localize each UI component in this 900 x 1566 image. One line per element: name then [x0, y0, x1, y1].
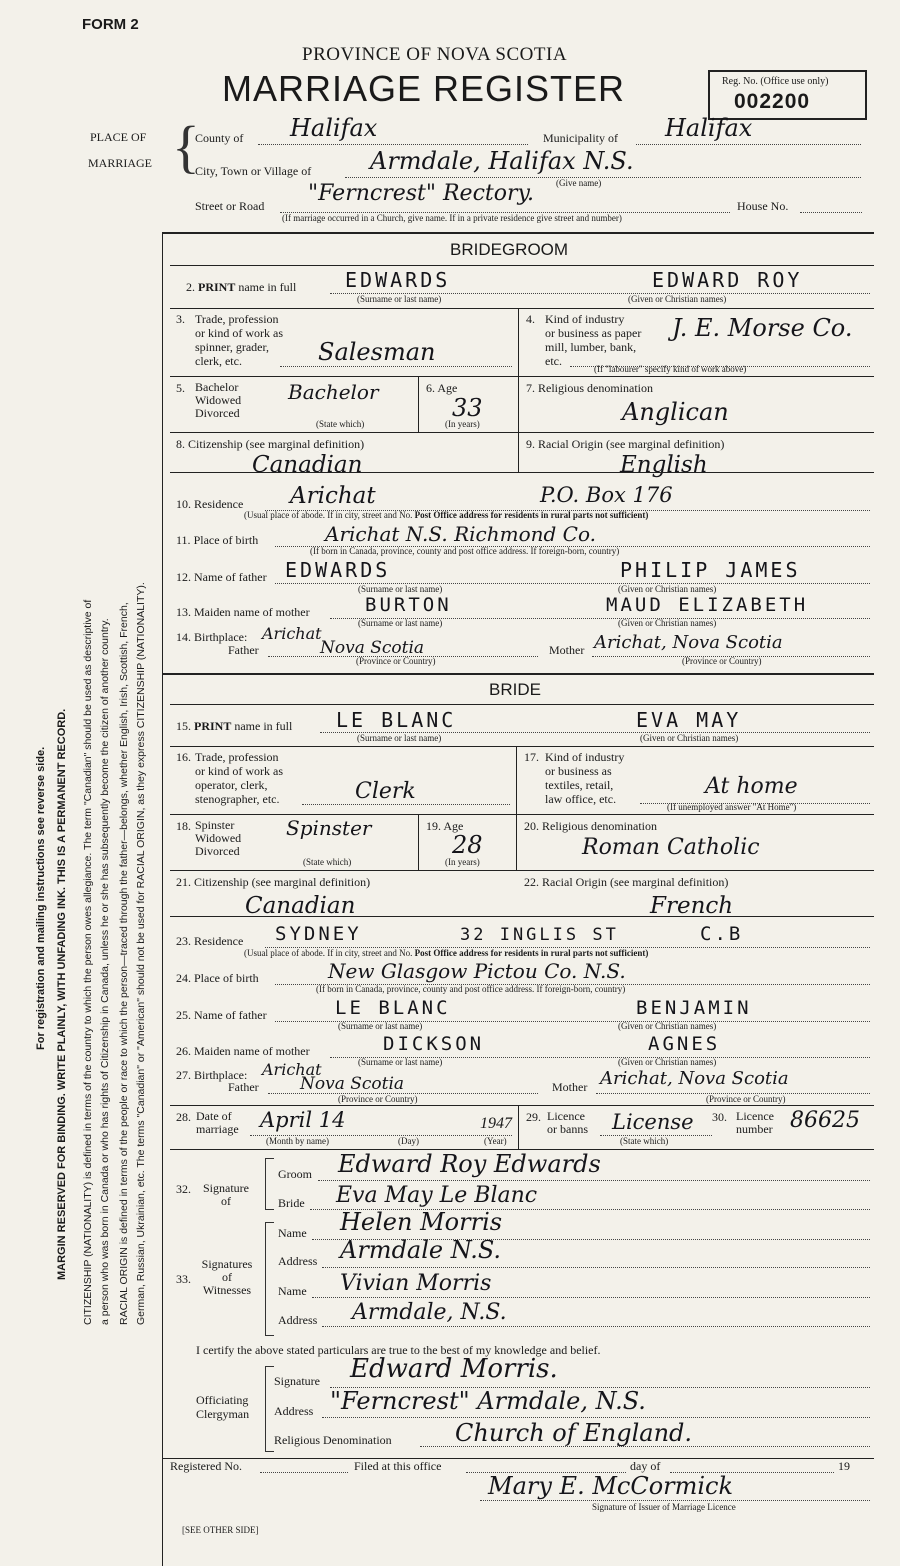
- sig-label-1: Signature: [203, 1181, 249, 1195]
- bride-age-label: Age: [443, 819, 464, 833]
- bride-father-birthplace-2: Nova Scotia: [300, 1074, 405, 1094]
- bride-n24: 24.: [176, 971, 191, 985]
- groom-birth-caption: (If born in Canada, province, county and post office address. If foreign-born, country): [310, 546, 620, 556]
- groom-residence-label: Residence: [194, 497, 244, 511]
- bride-print-label: PRINT: [194, 719, 232, 733]
- bride-n17: 17.: [524, 750, 539, 764]
- city-value: Armdale, Halifax N.S.: [370, 147, 634, 175]
- bride-mother-surname-caption: (Surname or last name): [358, 1057, 443, 1067]
- bride-status-widowed: Widowed: [195, 831, 242, 845]
- bride-state-caption: (State which): [303, 857, 352, 867]
- bride-residence-street: 32 INGLIS ST: [460, 925, 619, 945]
- groom-residence-caption-bold: Post Office address for residents in rural parts not sufficient): [414, 510, 649, 520]
- groom-racial: English: [620, 452, 708, 478]
- margin-citizenship-1: CITIZENSHIP (NATIONALITY) is defined in terms of the country to which the person owes allegiance. The term "Canadian" should be used as descriptive of: [82, 599, 94, 1325]
- bride-residence-caption-bold: Post Office address for residents in rural parts not sufficient): [414, 948, 649, 958]
- groom-mother-birthplace: Arichat, Nova Scotia: [594, 632, 783, 653]
- marriage-year-caption: (Year): [484, 1136, 507, 1146]
- groom-religion-label: Religious denomination: [538, 381, 653, 395]
- groom-n7: 7.: [526, 381, 535, 395]
- sig-n33: 33.: [176, 1272, 191, 1286]
- bride-surname-caption: (Surname or last name): [357, 733, 442, 743]
- groom-religion: Anglican: [622, 398, 729, 426]
- bride-status-spinster: Spinster: [195, 818, 235, 832]
- clergy-signature-label: Signature: [274, 1374, 320, 1388]
- page-title: MARRIAGE REGISTER: [222, 68, 626, 109]
- groom-industry-label-4: etc.: [545, 354, 562, 368]
- bride-father-bp-caption: (Province or Country): [338, 1094, 418, 1104]
- groom-birthplace-father-label: Father: [228, 643, 259, 657]
- bride-mother-label: Maiden name of mother: [194, 1044, 310, 1058]
- marriage-month-day: April 14: [260, 1108, 346, 1132]
- clergy-address: "Ferncrest" Armdale, N.S.: [330, 1387, 646, 1415]
- city-label: City, Town or Village of: [195, 164, 312, 178]
- bride-mother-given: AGNES: [648, 1033, 721, 1055]
- bride-sig-label: Bride: [278, 1196, 305, 1210]
- groom-status: Bachelor: [288, 380, 379, 404]
- clergy-label-2: Clergyman: [196, 1407, 250, 1421]
- groom-father-given-caption: (Given or Christian names): [618, 584, 717, 594]
- bride-racial: French: [650, 893, 734, 919]
- licence-number-label-1: Licence: [736, 1109, 774, 1123]
- groom-birth: Arichat N.S. Richmond Co.: [325, 522, 597, 546]
- bride-industry-label-2: or business as: [545, 764, 612, 778]
- groom-industry-label-3: mill, lumber, bank,: [545, 340, 637, 354]
- bride-n27: 27.: [176, 1068, 191, 1082]
- bride-residence: SYDNEY: [275, 923, 362, 945]
- groom-sig-label: Groom: [278, 1167, 312, 1181]
- brace-icon: {: [172, 114, 200, 179]
- bride-citizenship-label: Citizenship (see marginal definition): [194, 875, 371, 889]
- groom-father-bp-caption: (Province or Country): [356, 656, 436, 666]
- groom-father-birthplace-1: Arichat: [262, 624, 322, 643]
- groom-given-caption: (Given or Christian names): [628, 294, 727, 304]
- reg-label: Reg. No.: [722, 76, 758, 87]
- groom-father-surname: EDWARDS: [285, 558, 391, 582]
- groom-industry: J. E. Morse Co.: [672, 314, 853, 342]
- witness2-address: Armdale, N.S.: [352, 1300, 507, 1325]
- groom-birthplace-mother-label: Mother: [549, 643, 585, 657]
- municipality-label: Municipality of: [543, 131, 618, 145]
- issuer-caption: Signature of Issuer of Marriage Licence: [592, 1502, 736, 1512]
- bride-religion-label: Religious denomination: [542, 819, 657, 833]
- groom-given: EDWARD ROY: [652, 268, 803, 292]
- margin-racial-1: RACIAL ORIGIN is defined in terms of the people or race to which the person—traced through the father—belongs, whether English, Irish, Scottish, French,: [118, 602, 130, 1325]
- groom-name-label: name in full: [238, 280, 297, 294]
- bride-father-given: BENJAMIN: [636, 997, 752, 1019]
- licence-number: 86625: [790, 1108, 860, 1133]
- marriage-month-caption: (Month by name): [266, 1136, 329, 1146]
- bride-industry: At home: [705, 774, 798, 799]
- bride-birth-label: Place of birth: [194, 971, 259, 985]
- bride-n23: 23.: [176, 934, 191, 948]
- groom-trade-label-1: Trade, profession: [195, 312, 279, 326]
- groom-signature: Edward Roy Edwards: [338, 1150, 601, 1178]
- marriage-n29: 29.: [526, 1110, 541, 1124]
- bride-n22: 22.: [524, 875, 539, 889]
- witness2-name-label: Name: [278, 1284, 307, 1298]
- certify-statement: I certify the above stated particulars are true to the best of my knowledge and belief.: [196, 1343, 601, 1357]
- groom-n8: 8.: [176, 437, 185, 451]
- issuer-signature: Mary E. McCormick: [488, 1472, 734, 1500]
- bride-given-caption: (Given or Christian names): [640, 733, 739, 743]
- clergy-denomination: Church of England.: [455, 1419, 693, 1447]
- groom-mother-given: MAUD ELIZABETH: [606, 594, 809, 616]
- bride-mother-surname: DICKSON: [383, 1033, 485, 1055]
- groom-trade-label-3: spinner, grader,: [195, 340, 270, 354]
- licence-label-1: Licence: [547, 1109, 585, 1123]
- witness1-address-label: Address: [278, 1254, 318, 1268]
- groom-residence-caption: (Usual place of abode. If in city, street and No.: [244, 510, 413, 520]
- reg-number: 002200: [734, 90, 811, 113]
- registered-label: Registered No.: [170, 1459, 242, 1473]
- witness1-name-label: Name: [278, 1226, 307, 1240]
- bride-residence-cb: C.B: [700, 923, 744, 945]
- groom-n14: 14.: [176, 630, 191, 644]
- margin-instructions: For registration and mailing instructions see reverse side.: [35, 746, 47, 1050]
- bride-trade-label-4: stenographer, etc.: [195, 792, 280, 806]
- bride-citizenship: Canadian: [245, 893, 356, 919]
- bride-industry-label-4: law office, etc.: [545, 792, 617, 806]
- bride-status-divorced: Divorced: [195, 844, 240, 858]
- bride-trade-label-3: operator, clerk,: [195, 778, 268, 792]
- licence-label-2: or banns: [547, 1122, 588, 1136]
- groom-father-surname-caption: (Surname or last name): [358, 584, 443, 594]
- municipality-value: Halifax: [665, 114, 753, 142]
- groom-mother-surname-caption: (Surname or last name): [358, 618, 443, 628]
- licence-number-label-2: number: [736, 1122, 773, 1136]
- marriage-day-caption: (Day): [398, 1136, 419, 1146]
- groom-n11: 11.: [176, 533, 191, 547]
- bride-n21: 21.: [176, 875, 191, 889]
- bride-trade-label-1: Trade, profession: [195, 750, 279, 764]
- groom-age-label: Age: [437, 381, 458, 395]
- bride-residence-label: Residence: [194, 934, 244, 948]
- bride-industry-label-1: Kind of industry: [545, 750, 625, 764]
- bride-n20: 20.: [524, 819, 539, 833]
- clergy-signature: Edward Morris.: [350, 1354, 558, 1384]
- witness2-signature: Vivian Morris: [340, 1271, 492, 1296]
- groom-state-caption: (State which): [316, 419, 365, 429]
- county-value: Halifax: [290, 114, 378, 142]
- bride-signature: Eva May Le Blanc: [336, 1183, 538, 1208]
- margin-racial-2: German, Russian, Ukrainian, etc. The terms "Canadian" or "American" should not be used for RACIAL ORIGIN, as they express CITIZENSHIP (NATIONALITY).: [135, 582, 147, 1325]
- groom-n2: 2.: [186, 280, 195, 294]
- witness-label-2: of: [222, 1270, 232, 1284]
- reg-number-box: [708, 70, 867, 120]
- margin-binding: MARGIN RESERVED FOR BINDING. WRITE PLAINLY, WITH UNFADING INK. THIS IS A PERMANENT RECORD.: [56, 708, 68, 1280]
- denomination-label: Religious Denomination: [274, 1433, 392, 1447]
- sig-label-2: of: [221, 1194, 231, 1208]
- bride-n18: 18.: [176, 819, 191, 833]
- groom-trade-label-2: or kind of work as: [195, 326, 283, 340]
- bride-mother-bp-caption: (Province or Country): [706, 1094, 786, 1104]
- bride-n25: 25.: [176, 1008, 191, 1022]
- bride-n15: 15.: [176, 719, 191, 733]
- groom-birth-label: Place of birth: [193, 533, 259, 547]
- groom-citizenship-label: Citizenship (see marginal definition): [188, 437, 365, 451]
- bride-n26: 26.: [176, 1044, 191, 1058]
- witness1-signature: Helen Morris: [340, 1208, 503, 1236]
- bride-status: Spinster: [286, 816, 372, 840]
- groom-status-bachelor: Bachelor: [195, 380, 239, 394]
- witness1-address: Armdale N.S.: [340, 1236, 502, 1264]
- bride-section-heading: BRIDE: [489, 680, 541, 699]
- bride-birth-caption: (If born in Canada, province, county and post office address. If foreign-born, country): [316, 984, 626, 994]
- form-number: FORM 2: [82, 16, 139, 33]
- groom-surname: EDWARDS: [345, 268, 451, 292]
- marriage-n30: 30.: [712, 1110, 727, 1124]
- marriage-date-label-2: marriage: [196, 1122, 239, 1136]
- place-label-1: PLACE OF: [90, 130, 147, 144]
- bride-n16: 16.: [176, 750, 191, 764]
- groom-n5: 5.: [176, 381, 185, 395]
- bride-mother-birthplace: Arichat, Nova Scotia: [600, 1068, 789, 1089]
- see-other-side: [SEE OTHER SIDE]: [182, 1525, 259, 1535]
- groom-mother-given-caption: (Given or Christian names): [618, 618, 717, 628]
- bride-surname: LE BLANC: [336, 708, 457, 732]
- groom-age: 33: [452, 394, 483, 422]
- bride-birth: New Glasgow Pictou Co. N.S.: [328, 959, 626, 983]
- groom-residence: Arichat: [290, 483, 376, 509]
- groom-mother-bp-caption: (Province or Country): [682, 656, 762, 666]
- licence-value: License: [612, 1110, 694, 1134]
- bride-father-label: Name of father: [194, 1008, 267, 1022]
- licence-caption: (State which): [620, 1136, 669, 1146]
- groom-trade: Salesman: [318, 338, 436, 366]
- bride-age: 28: [452, 831, 483, 859]
- bride-father-surname: LE BLANC: [335, 997, 451, 1019]
- bride-residence-caption: (Usual place of abode. If in city, street and No.: [244, 948, 413, 958]
- groom-years-caption: (In years): [445, 419, 480, 429]
- bride-industry-label-3: textiles, retail,: [545, 778, 614, 792]
- bride-religion: Roman Catholic: [582, 835, 760, 860]
- bride-racial-label: Racial Origin (see marginal definition): [542, 875, 729, 889]
- bride-father-given-caption: (Given or Christian names): [618, 1021, 717, 1031]
- year-label: 19: [838, 1459, 850, 1473]
- bride-n19: 19.: [426, 819, 441, 833]
- groom-n10: 10.: [176, 497, 191, 511]
- groom-industry-caption: (If "labourer" specify kind of work above): [594, 364, 747, 374]
- groom-father-given: PHILIP JAMES: [620, 558, 801, 582]
- groom-n13: 13.: [176, 605, 191, 619]
- sig-n32: 32.: [176, 1182, 191, 1196]
- reg-office-note: (Office use only): [760, 76, 829, 87]
- bride-birthplace-father-label: Father: [228, 1080, 259, 1094]
- groom-residence-po: P.O. Box 176: [540, 483, 673, 507]
- clergy-label-1: Officiating: [196, 1393, 249, 1407]
- groom-citizenship: Canadian: [252, 452, 363, 478]
- clergy-address-label: Address: [274, 1404, 314, 1418]
- filed-label: Filed at this office: [354, 1459, 442, 1473]
- bride-father-birthplace-1: Arichat: [262, 1060, 322, 1079]
- groom-print-label: PRINT: [198, 280, 236, 294]
- province-title: PROVINCE OF NOVA SCOTIA: [302, 44, 568, 65]
- margin-citizenship-2: a person who was born in Canada or who has rights of Citizenship in Canada, unless he or she has subsequently become the citizen of another country.: [99, 618, 111, 1325]
- groom-n3: 3.: [176, 312, 185, 326]
- bride-birthplace-mother-label: Mother: [552, 1080, 588, 1094]
- marriage-n28: 28.: [176, 1110, 191, 1124]
- groom-n9: 9.: [526, 437, 535, 451]
- groom-n6: 6.: [426, 381, 435, 395]
- bride-given: EVA MAY: [636, 708, 742, 732]
- groom-mother-surname: BURTON: [365, 594, 452, 616]
- place-label-2: MARRIAGE: [88, 156, 153, 170]
- groom-industry-label-1: Kind of industry: [545, 312, 625, 326]
- groom-father-label: Name of father: [194, 570, 267, 584]
- marriage-year: 1947: [480, 1115, 512, 1132]
- bride-trade: Clerk: [355, 779, 416, 804]
- groom-birthplace-label: Birthplace:: [194, 630, 248, 644]
- street-value: "Ferncrest" Rectory.: [308, 181, 534, 206]
- marriage-date-label-1: Date of: [196, 1109, 232, 1123]
- groom-father-birthplace-2: Nova Scotia: [320, 638, 425, 658]
- bride-father-surname-caption: (Surname or last name): [338, 1021, 423, 1031]
- day-of-label: day of: [630, 1459, 661, 1473]
- groom-trade-label-4: clerk, etc.: [195, 354, 242, 368]
- groom-surname-caption: (Surname or last name): [357, 294, 442, 304]
- county-label: County of: [195, 131, 244, 145]
- groom-mother-label: Maiden name of mother: [194, 605, 310, 619]
- bride-trade-label-2: or kind of work as: [195, 764, 283, 778]
- give-name-caption: (Give name): [556, 178, 602, 188]
- house-label: House No.: [737, 199, 789, 213]
- groom-status-divorced: Divorced: [195, 406, 240, 420]
- bride-name-label: name in full: [234, 719, 293, 733]
- groom-status-widowed: Widowed: [195, 393, 242, 407]
- bride-birthplace-label: Birthplace:: [194, 1068, 248, 1082]
- groom-industry-label-2: or business as paper: [545, 326, 642, 340]
- bride-years-caption: (In years): [445, 857, 480, 867]
- groom-n4: 4.: [526, 312, 535, 326]
- street-label: Street or Road: [195, 199, 265, 213]
- witness-label-3: Witnesses: [202, 1283, 252, 1297]
- bride-mother-given-caption: (Given or Christian names): [618, 1057, 717, 1067]
- groom-racial-label: Racial Origin (see marginal definition): [538, 437, 725, 451]
- street-caption: (If marriage occurred in a Church, give name. If in a private residence give street and number): [282, 213, 622, 223]
- witness-label-1: Signatures: [201, 1257, 253, 1271]
- groom-section-heading: BRIDEGROOM: [450, 240, 569, 259]
- groom-n12: 12.: [176, 570, 191, 584]
- witness2-address-label: Address: [278, 1313, 318, 1327]
- bride-industry-caption: (If unemployed answer "At Home"): [667, 802, 797, 812]
